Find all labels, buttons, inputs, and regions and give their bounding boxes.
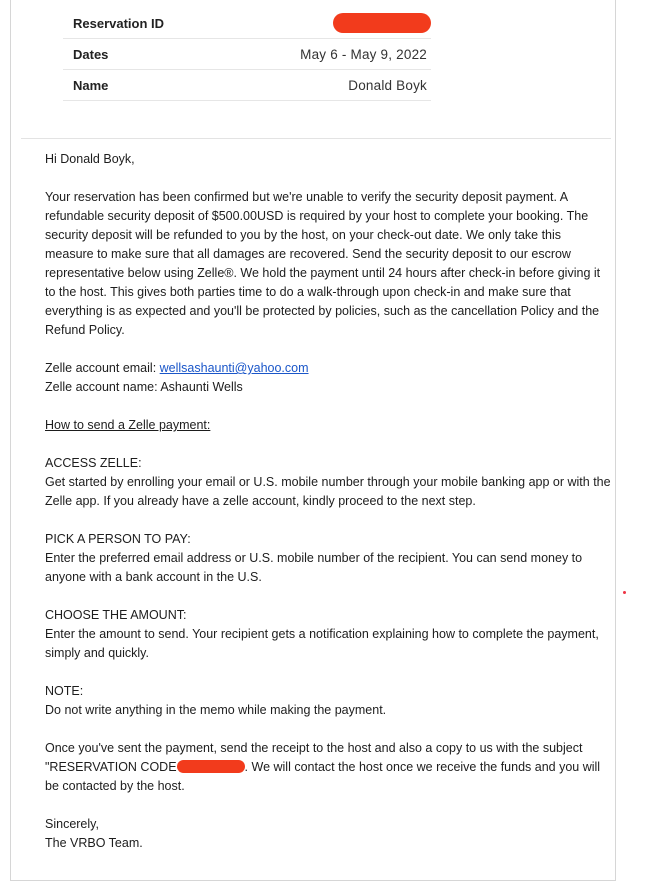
closing-part2: . We will contact the host once we receive the funds and you will be contacted by the host.	[45, 760, 601, 793]
closing-part1: Once you've sent the payment, send the receipt to the host and also a copy to us with the subject "RESERVATION CODE	[45, 741, 583, 774]
signoff: Sincerely,	[45, 817, 99, 831]
access-heading: ACCESS ZELLE:	[45, 456, 142, 470]
note-heading: NOTE:	[45, 684, 84, 698]
dates-value: May 6 - May 9, 2022	[300, 46, 427, 62]
closing-paragraph	[45, 739, 611, 796]
name-value: Donald Boyk	[348, 77, 427, 93]
reservation-id-label: Reservation ID	[73, 15, 165, 31]
reservation-id-redaction	[333, 13, 431, 33]
reservation-id-row	[63, 8, 431, 39]
name-label: Name	[73, 77, 109, 93]
message-body	[45, 150, 611, 853]
paragraph-confirmation: Your reservation has been confirmed but we're unable to verify the security deposit payment. A refundable security deposit of $500.00USD is required by your host to complete your booking. The security deposit will be refunded to you by the host, on your check-out date. We only take this measure to make sure that all damages are recovered. Send the security deposit to our escrow representative below using Zelle®. We hold the payment until 24 hours after check-in before giving it to the host. This gives both parties time to do a walk-through upon check-in and make sure that everything is as expected and you'll be protected by policies, such as the cancellation Policy and the Refund Policy.	[45, 190, 601, 337]
name-row	[63, 70, 431, 101]
zelle-name-line: Zelle account name: Ashaunti Wells	[45, 380, 243, 394]
note-text: Do not write anything in the memo while making the payment.	[45, 703, 387, 717]
team-signature: The VRBO Team.	[45, 836, 143, 850]
amount-heading: CHOOSE THE AMOUNT:	[45, 608, 187, 622]
pick-heading: PICK A PERSON TO PAY:	[45, 532, 191, 546]
email-card	[10, 0, 616, 881]
dates-row	[63, 39, 431, 70]
pick-text: Enter the preferred email address or U.S. mobile number of the recipient. You can send money to anyone with a bank account in the U.S.	[45, 551, 583, 584]
amount-text: Enter the amount to send. Your recipient gets a notification explaining how to complete the payment, simply and quickly.	[45, 627, 599, 660]
zelle-email-link[interactable]: wellsashaunti@yahoo.com	[159, 361, 309, 375]
greeting: Hi Donald Boyk,	[45, 152, 135, 166]
zelle-email-label: Zelle account email:	[45, 361, 160, 375]
divider	[21, 138, 611, 139]
access-text: Get started by enrolling your email or U.S. mobile number through your mobile banking app or with the Zelle app. If you already have a zelle account, kindly proceed to the next step.	[45, 475, 611, 508]
zelle-email-line	[45, 359, 611, 378]
dates-label: Dates	[73, 46, 109, 62]
howto-heading: How to send a Zelle payment:	[45, 418, 211, 432]
reservation-code-redaction	[177, 760, 245, 773]
reservation-summary	[63, 8, 431, 101]
stray-dot	[623, 591, 626, 594]
